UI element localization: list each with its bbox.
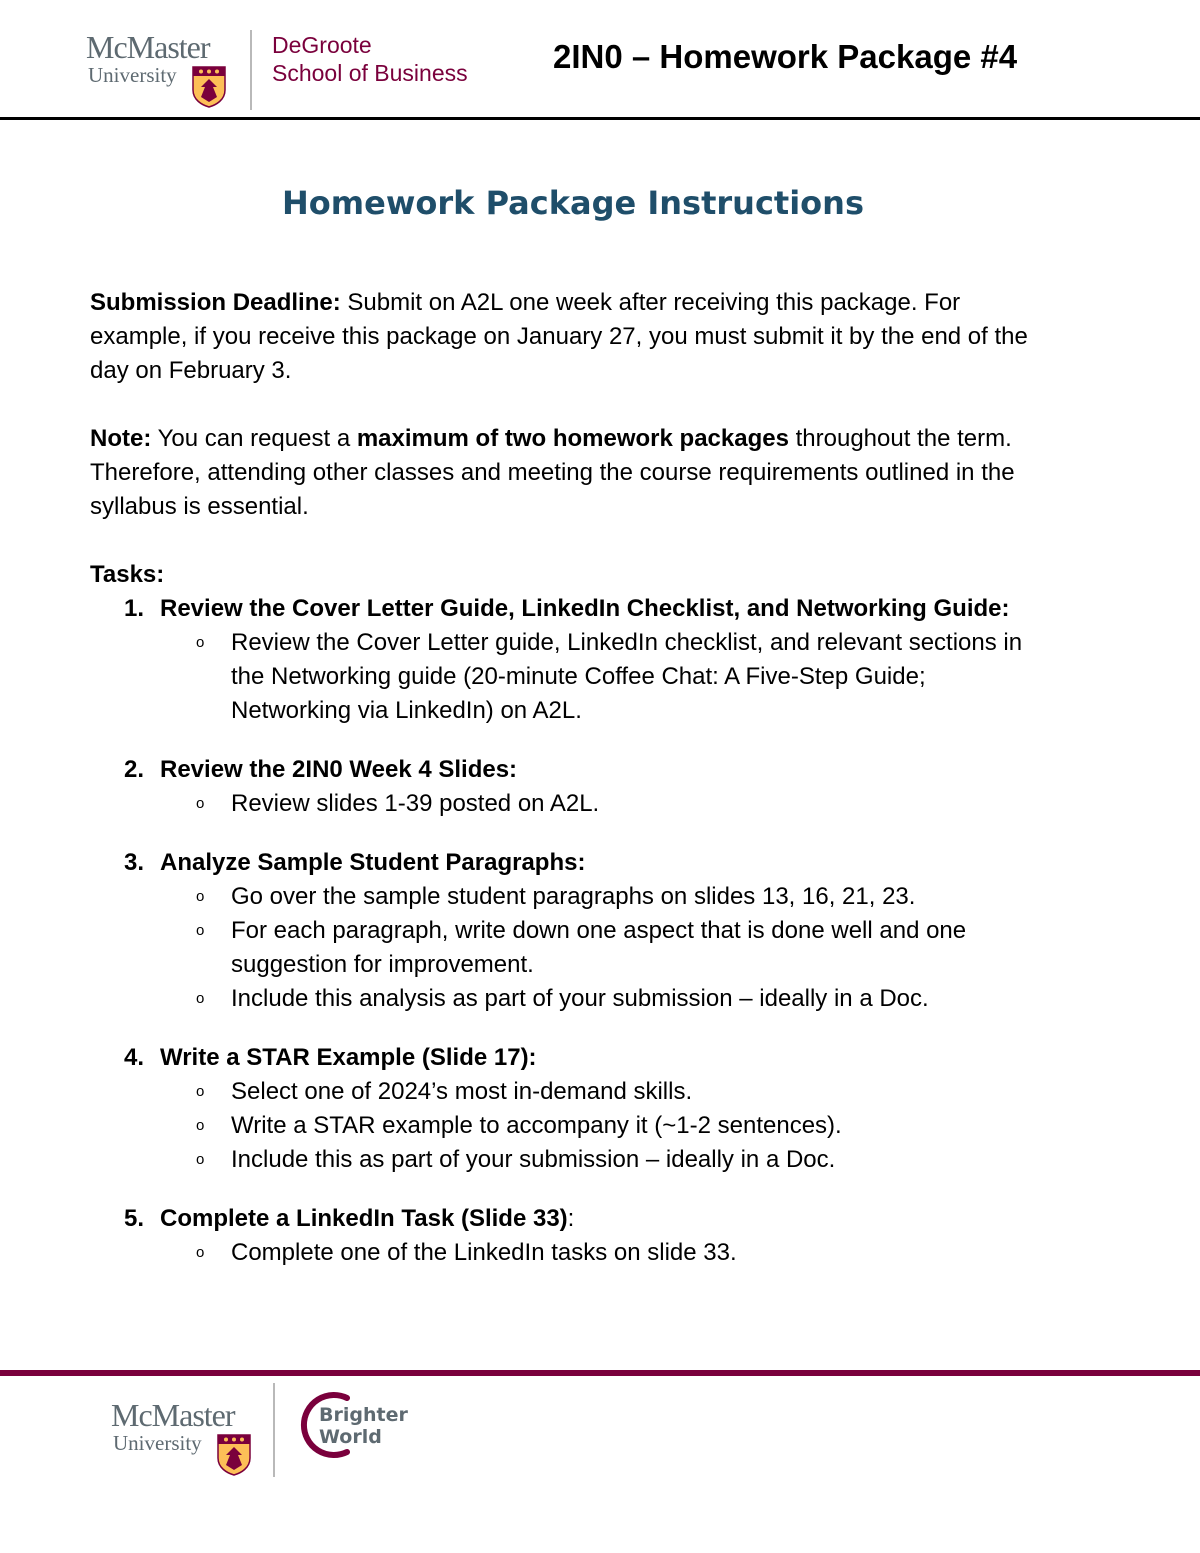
task-subitems (160, 626, 1050, 728)
list-item-text: Review the Cover Letter guide, LinkedIn checklist, and relevant sections in the Networking guide (20-minute Coffee Chat: A Five-Step Guide; Networking via LinkedIn) on A2L. (231, 629, 1023, 724)
tasks-label: Tasks: (90, 561, 165, 588)
task-subitems (160, 1236, 1050, 1270)
document-title: 2IN0 – Homework Package #4 (553, 38, 1018, 75)
bullet-icon: o (196, 1151, 205, 1168)
list-item (160, 626, 1050, 728)
list-item-text: Write a STAR example to accompany it (~1-2 sentences). (231, 1112, 842, 1139)
header-divider (250, 30, 252, 110)
deadline-label: Submission Deadline: (90, 289, 341, 316)
brand-line2: World (319, 1426, 382, 1448)
page-header (0, 0, 1200, 122)
brand-line1: Brighter (319, 1404, 408, 1426)
list-item (160, 982, 1050, 1016)
list-item (160, 1075, 1050, 1109)
footer-divider (273, 1383, 275, 1477)
task-number: 3. (124, 849, 145, 876)
task-item (90, 592, 1050, 728)
bullet-icon: o (196, 1083, 205, 1100)
note-text-start: You can request a (151, 425, 357, 452)
list-item (160, 914, 1050, 982)
bullet-icon: o (196, 1244, 205, 1261)
note-label: Note: (90, 425, 152, 452)
task-number: 2. (124, 756, 145, 783)
list-item-text: Include this analysis as part of your submission – ideally in a Doc. (231, 985, 929, 1012)
task-item (90, 753, 1050, 821)
mcmaster-wordmark: McMaster (111, 1397, 235, 1433)
list-item-text: Select one of 2024’s most in-demand skills. (231, 1078, 693, 1105)
university-wordmark: University (88, 63, 177, 87)
footer-rule (0, 1370, 1200, 1376)
task-title: Review the 2IN0 Week 4 Slides: (160, 756, 518, 783)
list-item (160, 1109, 1050, 1143)
task-list (90, 592, 1050, 1270)
brighter-world-text (319, 1404, 408, 1448)
school-name-line1: DeGroote (272, 32, 372, 58)
bullet-icon: o (196, 990, 205, 1007)
bullet-icon: o (196, 922, 205, 939)
list-item (160, 1143, 1050, 1177)
bullet-icon: o (196, 795, 205, 812)
note-emphasis: maximum of two homework packages (356, 425, 789, 452)
bullet-icon: o (196, 634, 205, 651)
task-item (90, 846, 1050, 1016)
task-subitems (160, 880, 1050, 1016)
bullet-icon: o (196, 888, 205, 905)
task-number: 4. (124, 1044, 145, 1071)
mcmaster-wordmark: McMaster (86, 29, 210, 65)
list-item (160, 1236, 1050, 1270)
task-title-suffix: : (567, 1205, 575, 1232)
task-title-line (160, 1202, 1050, 1236)
list-item-text: Review slides 1-39 posted on A2L. (231, 790, 600, 817)
list-item-text: For each paragraph, write down one aspect that is done well and one suggestion for improvement. (231, 917, 967, 978)
deadline-paragraph (90, 286, 1050, 388)
mcmaster-logo (86, 30, 236, 110)
task-title: Review the Cover Letter Guide, LinkedIn Checklist, and Networking Guide: (160, 595, 1010, 622)
task-subitems (160, 787, 1050, 821)
list-item (160, 880, 1050, 914)
task-title: Write a STAR Example (Slide 17): (160, 1044, 537, 1071)
brighter-world-logo (295, 1390, 408, 1460)
crest-icon (192, 66, 226, 108)
document-body (90, 286, 1050, 1295)
task-title: Analyze Sample Student Paragraphs: (160, 849, 586, 876)
task-title: Complete a LinkedIn Task (Slide 33) (160, 1205, 568, 1232)
deadline-text: Submit on A2L one week after receiving this package. For example, if you receive this package on January 27, you must submit it by the end of the day on February 3. (90, 289, 1028, 384)
task-item (90, 1202, 1050, 1270)
university-wordmark: University (113, 1431, 202, 1455)
list-item-text: Include this as part of your submission – ideally in a Doc. (231, 1146, 836, 1173)
degroote-logo (272, 31, 468, 87)
note-paragraph (90, 422, 1050, 524)
crest-icon (217, 1434, 251, 1476)
task-item (90, 1041, 1050, 1177)
task-subitems (160, 1075, 1050, 1177)
list-item-text: Complete one of the LinkedIn tasks on slide 33. (231, 1239, 737, 1266)
list-item-text: Go over the sample student paragraphs on slides 13, 16, 21, 23. (231, 883, 916, 910)
task-number: 5. (124, 1205, 145, 1232)
task-number: 1. (124, 595, 145, 622)
page-heading: Homework Package Instructions (282, 184, 864, 222)
note-text-end: throughout the term. Therefore, attending other classes and meeting the course requirements outlined in the syllabus is essential. (90, 425, 1015, 520)
school-name-line2: School of Business (272, 60, 468, 86)
footer-mcmaster-logo (111, 1398, 261, 1478)
bullet-icon: o (196, 1117, 205, 1134)
list-item (160, 787, 1050, 821)
header-rule (0, 117, 1200, 120)
